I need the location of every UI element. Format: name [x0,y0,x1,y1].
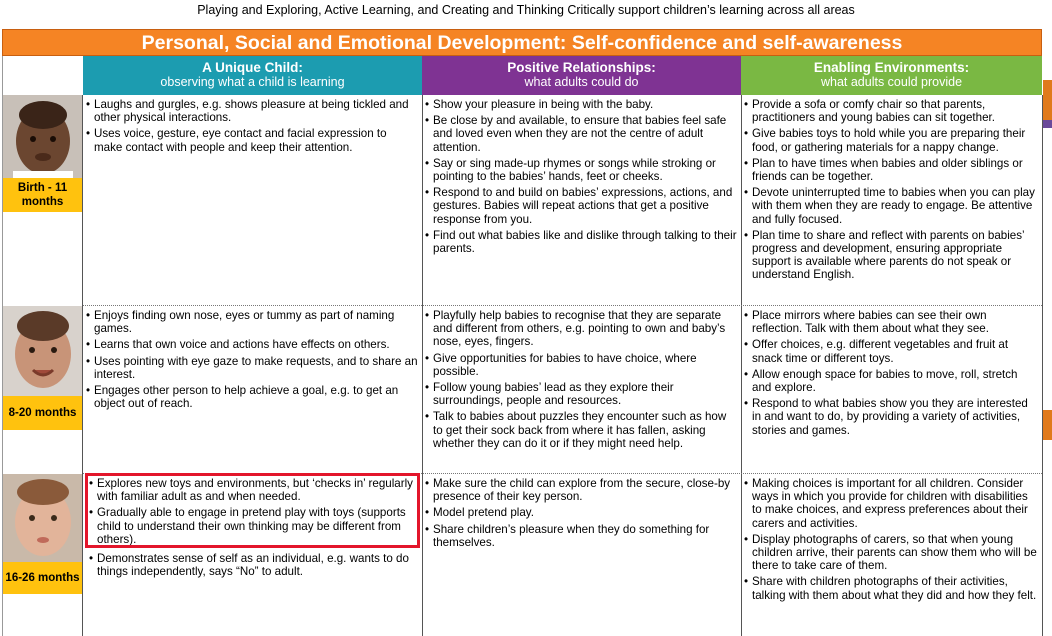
page-caption: Playing and Exploring, Active Learning, and Creating and Thinking Critically support children’s learning across all areas [197,3,855,17]
list-item: • Engages other person to help achieve a goal, e.g. to get an object out of reach. [86,384,418,410]
age-cell-16-26 [3,474,82,598]
baby-photo-icon [3,95,82,178]
age-label: 16-26 months [3,562,82,594]
cell-environments [741,306,1042,473]
list-item: • Model pretend play. [425,506,737,519]
age-cell-birth-11 [3,95,82,212]
column-title: Enabling Environments: [813,60,970,75]
cell-unique-child [83,95,422,305]
column-title: A Unique Child: [202,60,303,75]
cell-relationships [422,474,741,636]
age-label: 8-20 months [3,396,82,430]
list-item: • Talk to babies about puzzles they encounter such as how to get their sock back from where it has fallen, asking whether they can do it or if they might need help. [425,410,737,450]
bullet-list [744,477,1038,602]
list-item: • Display photographs of carers, so that when young children arrive, their parents can show them who will be there to take care of them. [744,533,1038,573]
column-header-unique-child [83,56,422,95]
cell-environments [741,95,1042,305]
list-item: • Demonstrates sense of self as an individual, e.g. wants to do things independently, says “No” to adult. [89,552,418,578]
bullet-list [425,309,737,450]
list-item: • Making choices is important for all children. Consider ways in which you provide for children with disabilities to make choices, and express preferences about their carers and activities. [744,477,1038,530]
column-subtitle: what adults could provide [820,75,963,89]
section-banner: Personal, Social and Emotional Development: Self-confidence and self-awareness [2,29,1042,56]
list-item: • Enjoys finding own nose, eyes or tummy as part of naming games. [86,309,418,335]
cell-relationships [422,95,741,305]
bullet-list [744,98,1038,282]
cell-environments [741,474,1042,636]
list-item: • Respond to and build on babies’ expressions, actions, and gestures. Babies will repeat actions that get a positive response from you. [425,186,737,226]
list-item: • Give opportunities for babies to have choice, where possible. [425,352,737,378]
list-item: • Find out what babies like and dislike through talking to their parents. [425,229,737,255]
list-item: • Offer choices, e.g. different vegetables and fruit at snack time or different toys. [744,338,1038,364]
highlight-box [85,473,420,548]
header-corner [2,56,83,95]
list-item: • Laughs and gurgles, e.g. shows pleasure at being tickled and other physical interactions. [86,98,418,124]
list-item: • Share children’s pleasure when they do something for themselves. [425,523,737,549]
list-item: • Share with children photographs of their activities, talking with them about what they did and how they felt. [744,575,1038,601]
column-header-positive-relationships [422,56,741,95]
list-item: • Respond to what babies show you they are interested in and want to do, by providing a variety of activities, stories and games. [744,397,1038,437]
list-item: • Say or sing made-up rhymes or songs while stroking or pointing to the babies’ hands, feet or cheeks. [425,157,737,183]
list-item: • Plan to have times when babies and older siblings or friends can be together. [744,157,1038,183]
list-item: • Uses pointing with eye gaze to make requests, and to share an interest. [86,355,418,381]
list-item: • Uses voice, gesture, eye contact and facial expression to make contact with people and keep their attention. [86,127,418,153]
bullet-list [86,309,418,410]
list-item: • Follow young babies’ lead as they explore their surroundings, people and resources. [425,381,737,407]
list-item: • Gradually able to engage in pretend play with toys (supports child to understand their own thinking may be different from others). [89,506,418,546]
cell-unique-child [83,306,422,473]
list-item: • Provide a sofa or comfy chair so that parents, practitioners and young babies can sit together. [744,98,1038,124]
list-item: • Allow enough space for babies to move, roll, stretch and explore. [744,368,1038,394]
bullet-list [425,477,737,549]
list-item: • Make sure the child can explore from the secure, close-by presence of their key person. [425,477,737,503]
column-header-enabling-environments [741,56,1042,95]
list-item: • Plan time to share and reflect with parents on babies’ progress and development, ensuring appropriate support is available where parents do not speak or understand English. [744,229,1038,282]
column-subtitle: what adults could do [524,75,639,89]
list-item: • Place mirrors where babies can see their own reflection. Talk with them about what they see. [744,309,1038,335]
bullet-list [744,309,1038,437]
baby-photo-icon [3,474,82,562]
page-edge-tabs [1043,80,1052,636]
list-item: • Playfully help babies to recognise that they are separate and different from others, e.g. pointing to own and baby’s nose, eyes, fingers. [425,309,737,349]
list-item: • Be close by and available, to ensure that babies feel safe and loved even when they are not the centre of adult attention. [425,114,737,154]
bullet-list [86,98,418,154]
age-label: Birth - 11 months [3,178,82,212]
column-title: Positive Relationships: [507,60,656,75]
cell-relationships [422,306,741,473]
age-cell-8-20 [3,306,82,430]
baby-photo-icon [3,306,82,396]
list-item: • Show your pleasure in being with the baby. [425,98,737,111]
list-item: • Learns that own voice and actions have effects on others. [86,338,418,351]
column-divider [1042,95,1043,636]
column-subtitle: observing what a child is learning [160,75,345,89]
list-item: • Devote uninterrupted time to babies when you can play with them when they are ready to engage. Be attentive and fully focused. [744,186,1038,226]
bullet-list [425,98,737,255]
list-item: • Give babies toys to hold while you are preparing their food, or gathering materials for a nappy change. [744,127,1038,153]
list-item: • Explores new toys and environments, but ‘checks in’ regularly with familiar adult as and when needed. [89,477,418,503]
